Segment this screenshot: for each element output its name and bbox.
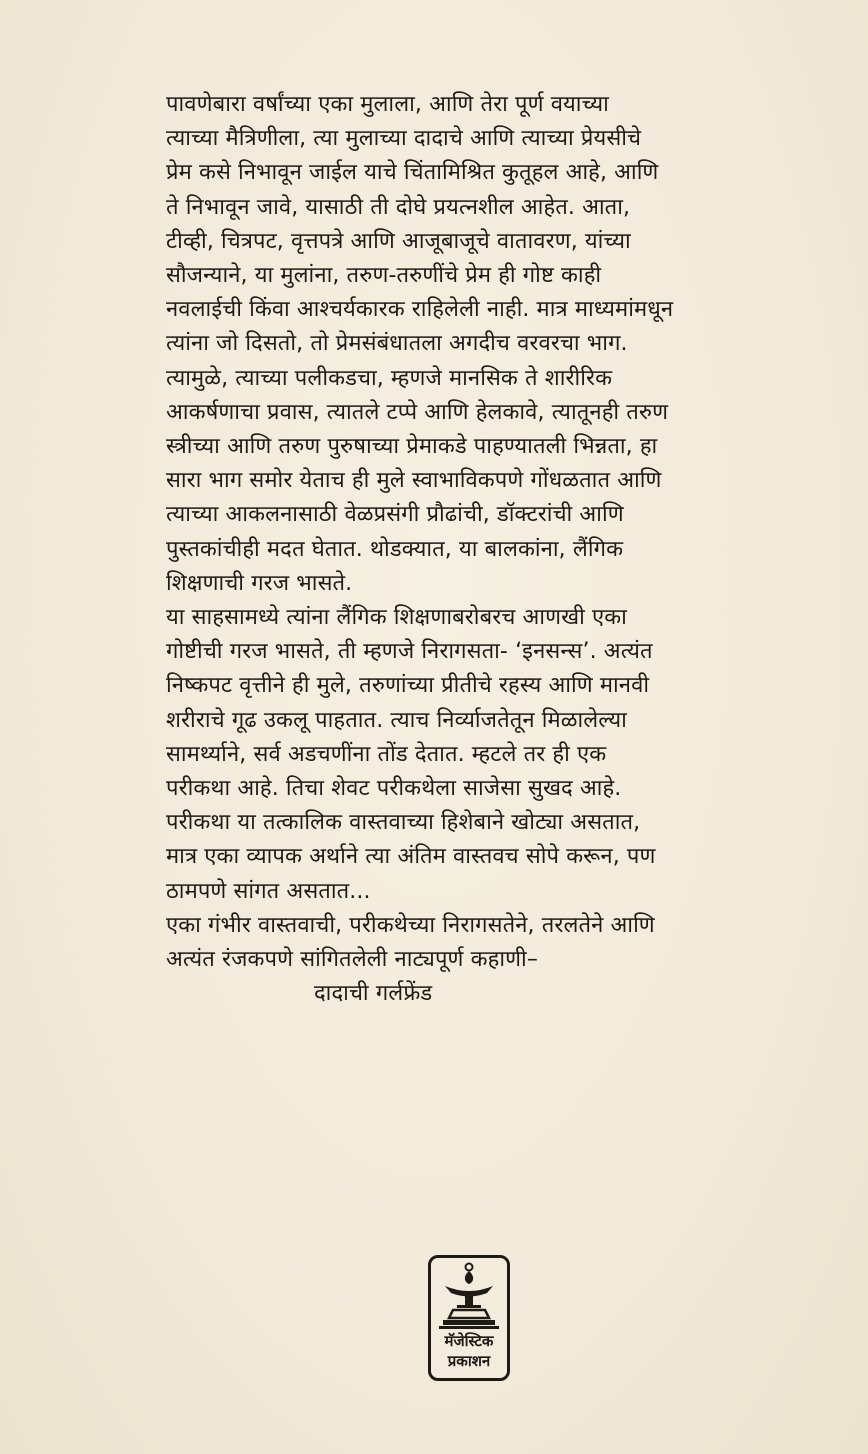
blurb-line: पावणेबारा वर्षांच्या एका मुलाला, आणि तेरा पूर्ण वयाच्या bbox=[166, 92, 609, 117]
blurb-line: त्याच्या मैत्रिणीला, त्या मुलाच्या दादाचे आणि त्याच्या प्रेयसीचे bbox=[166, 126, 642, 152]
blurb-line: अत्यंत रंजकपणे सांगितलेली नाट्यपूर्ण कहाणी– bbox=[166, 947, 538, 973]
blurb-line: शरीराचे गूढ उकलू पाहतात. त्याच निर्व्याजतेतून मिळालेल्या bbox=[166, 707, 627, 733]
blurb-line: या साहसामध्ये त्यांना लैंगिक शिक्षणाबरोबरच आणखी एका bbox=[166, 605, 627, 631]
blurb-line: आकर्षणाचा प्रवास, त्यातले टप्पे आणि हेलकावे, त्यातूनही तरुण bbox=[166, 399, 669, 425]
blurb-line: एका गंभीर वास्तवाची, परीकथेच्या निरागसतेने, तरलतेने आणि bbox=[166, 912, 655, 938]
publisher-name-line2: प्रकाशन bbox=[447, 1352, 491, 1370]
blurb-line: सौजन्याने, या मुलांना, तरुण-तरुणींचे प्रेम ही गोष्ट काही bbox=[166, 263, 602, 289]
blurb-line: प्रेम कसे निभावून जाईल याचे चिंतामिश्रित कुतूहल आहे, आणि bbox=[166, 160, 659, 186]
blurb-line: त्याच्या आकलनासाठी वेळप्रसंगी प्रौढांची, डॉक्टरांची आणि bbox=[166, 502, 624, 528]
blurb-text bbox=[166, 88, 776, 1011]
book-title: दादाची गर्लफ्रेंड bbox=[314, 981, 433, 1007]
blurb-line: पुस्तकांचीही मदत घेतात. थोडक्यात, या बालकांना, लैंगिक bbox=[166, 536, 624, 562]
blurb-line: परीकथा या तत्कालिक वास्तवाच्या हिशेबाने खोट्या असतात, bbox=[166, 810, 641, 836]
blurb-line: टीव्ही, चित्रपट, वृत्तपत्रे आणि आजूबाजूचे वातावरण, यांच्या bbox=[166, 228, 631, 254]
publisher-logo bbox=[428, 1255, 510, 1381]
lamp-icon bbox=[437, 1262, 501, 1332]
blurb-line: परीकथा आहे. तिचा शेवट परीकथेला साजेसा सुखद आहे. bbox=[166, 776, 622, 802]
blurb-line: निष्कपट वृत्तीने ही मुले, तरुणांच्या प्रीतीचे रहस्य आणि मानवी bbox=[166, 673, 650, 699]
blurb-line: स्त्रीच्या आणि तरुण पुरुषाच्या प्रेमाकडे पाहण्यातली भिन्नता, हा bbox=[166, 434, 658, 460]
blurb-line: मात्र एका व्यापक अर्थाने त्या अंतिम वास्तवच सोपे करून, पण bbox=[166, 844, 656, 870]
blurb-line: शिक्षणाची गरज भासते. bbox=[166, 570, 353, 596]
publisher-name-line1: मॅजेस्टिक bbox=[444, 1332, 494, 1350]
blurb-line: नवलाईची किंवा आश्चर्यकारक राहिलेली नाही. मात्र माध्यमांमधून bbox=[166, 297, 674, 323]
blurb-line: त्यांना जो दिसतो, तो प्रेमसंबंधातला अगदीच वरवरचा भाग. bbox=[166, 331, 628, 357]
blurb-line: गोष्टीची गरज भासते, ती म्हणजे निरागसता- ‘इनसन्स’. अत्यंत bbox=[166, 639, 653, 665]
blurb-line: सामर्थ्याने, सर्व अडचणींना तोंड देतात. म्हटले तर ही एक bbox=[166, 741, 607, 767]
blurb-line: ठामपणे सांगत असतात... bbox=[166, 878, 371, 904]
blurb-line: त्यामुळे, त्याच्या पलीकडचा, म्हणजे मानसिक ते शारीरिक bbox=[166, 365, 613, 391]
blurb-line: सारा भाग समोर येताच ही मुले स्वाभाविकपणे गोंधळतात आणि bbox=[166, 468, 662, 494]
blurb-line: ते निभावून जावे, यासाठी ती दोघे प्रयत्नशील आहेत. आता, bbox=[166, 194, 631, 220]
